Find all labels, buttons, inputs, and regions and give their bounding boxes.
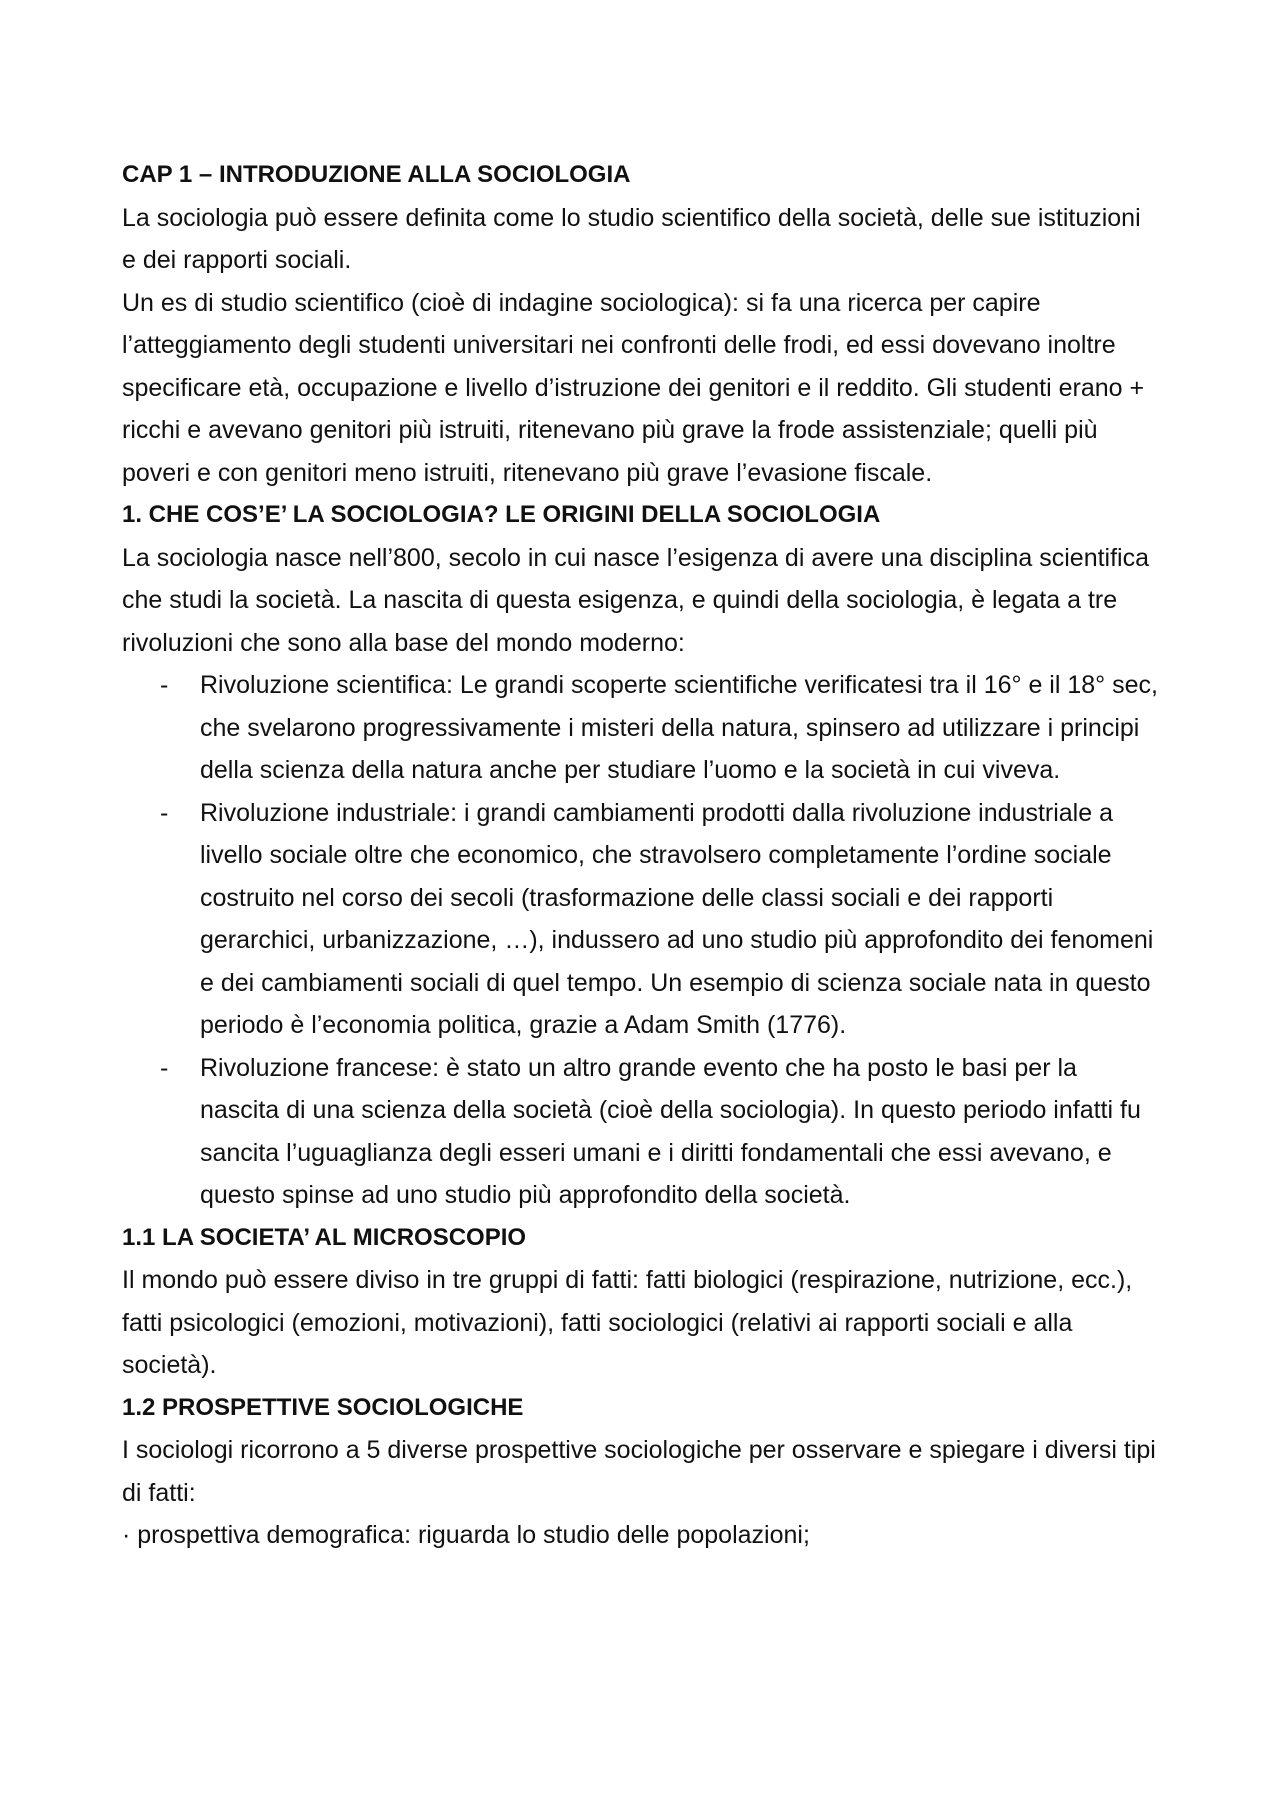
- chapter-title: CAP 1 – INTRODUZIONE ALLA SOCIOLOGIA: [122, 161, 631, 188]
- section-1-paragraph: La sociologia nasce nell’800, secolo in cui nasce l’esigenza di avere una disciplina scientifica che studi la società. La nascita di questa esigenza, e quindi della sociologia, è legata a tre rivoluzioni che sono alla base del mondo moderno:: [122, 543, 1150, 657]
- intro-paragraph-example: Un es di studio scientifico (cioè di indagine sociologica): si fa una ricerca per capire l’atteggiamento degli studenti universitari nei confronti delle frodi, ed essi dovevano inoltre specificare età, occupazione e livello d’istruzione dei genitori e il reddito. Gli studenti erano + ricchi e avevano genitori più istruiti, ritenevano più grave la frode assistenziale; quelli più poveri e con genitori meno istruiti, ritenevano più grave l’evasione fiscale.: [122, 288, 1145, 487]
- list-item-text: Rivoluzione industriale: i grandi cambiamenti prodotti dalla rivoluzione industriale a livello sociale oltre che economico, che stravolsero completamente l’ordine sociale costruito nel corso dei secoli (trasformazione delle classi sociali e dei rapporti gerarchici, urbanizzazione, …), indussero ad uno studio più approfondito dei fenomeni e dei cambiamenti sociali di quel tempo. Un esempio di scienza sociale nata in questo periodo è l’economia politica, grazie a Adam Smith (1776).: [200, 798, 1154, 1039]
- perspective-list-item: · prospettiva demografica: riguarda lo studio delle popolazioni;: [122, 1521, 810, 1549]
- section-1-1-paragraph: Il mondo può essere diviso in tre gruppi di fatti: fatti biologici (respirazione, nutrizione, ecc.), fatti psicologici (emozioni, motivazioni), fatti sociologici (relativi ai rapporti sociali e alla società).: [122, 1266, 1133, 1379]
- list-item-text: Rivoluzione scientifica: Le grandi scoperte scientifiche verificatesi tra il 16° e il 18° sec, che svelarono progressivamente i misteri della natura, spinsero ad utilizzare i principi della scienza della natura anche per studiare l’uomo e la società in cui viveva.: [200, 671, 1158, 784]
- list-item: [160, 1047, 1160, 1217]
- list-item: [160, 792, 1160, 1047]
- dash-marker: -: [160, 798, 169, 827]
- dash-marker: -: [160, 1053, 169, 1082]
- section-1-1-heading: 1.1 LA SOCIETA’ AL MICROSCOPIO: [122, 1223, 527, 1251]
- section-1-2-paragraph: I sociologi ricorrono a 5 diverse prospettive sociologiche per osservare e spiegare i diversi tipi di fatti:: [122, 1436, 1156, 1507]
- list-item-text: Rivoluzione francese: è stato un altro grande evento che ha posto le basi per la nascita di una scienza della società (cioè della sociologia). In questo periodo infatti fu sancita l’uguaglianza degli esseri umani e i diritti fondamentali che essi avevano, e questo spinse ad uno studio più approfondito della società.: [200, 1053, 1141, 1209]
- revolutions-list: [122, 664, 1160, 1217]
- section-1-2-heading: 1.2 PROSPETTIVE SOCIOLOGICHE: [122, 1393, 524, 1421]
- intro-paragraph-definition: La sociologia può essere definita come lo studio scientifico della società, delle sue istituzioni e dei rapporti sociali.: [122, 203, 1141, 274]
- section-1-heading: 1. CHE COS’E’ LA SOCIOLOGIA? LE ORIGINI DELLA SOCIOLOGIA: [122, 501, 881, 528]
- dash-marker: -: [160, 671, 169, 699]
- list-item: [160, 664, 1160, 792]
